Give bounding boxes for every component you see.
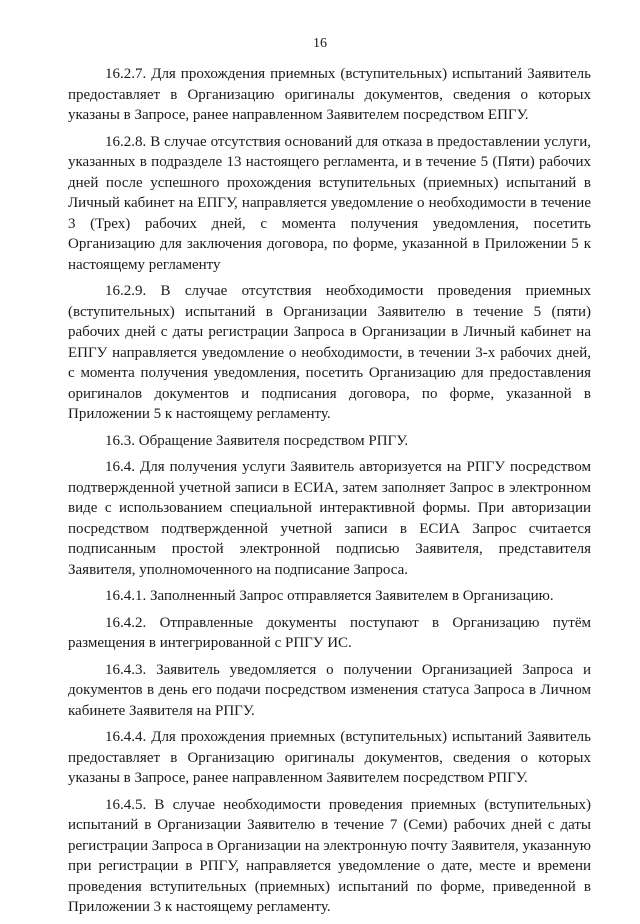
paragraph-16-2-9: 16.2.9. В случае отсутствия необходимости проведения приемных (вступительных) испытаний в Организации Заявителю в течение 5 (пяти) рабочих дней с даты регистрации Запроса в Организации в Личный кабинет на ЕПГУ направляется уведомление о необходимости, в течении 3-х рабочих дней, с момента получения уведомления, посетить Организацию для предоставления оригиналов документов и подписания договора, по форме, указанной в Приложении 5 к настоящему регламенту.: [68, 283, 591, 422]
paragraph-16-4-2: 16.4.2. Отправленные документы поступают в Организацию путём размещения в интегрированной с РПГУ ИС.: [68, 614, 591, 651]
paragraph-16-2-7: 16.2.7. Для прохождения приемных (вступительных) испытаний Заявитель предоставляет в Организацию оригиналы документов, сведения о которых указаны в Запросе, ранее направленном Заявителем посредством ЕПГУ.: [68, 66, 591, 123]
document-body: [68, 64, 591, 924]
paragraph-16-4-4: 16.4.4. Для прохождения приемных (вступительных) испытаний Заявитель предоставляет в Организацию оригиналы документов, сведения о которых указаны в Запросе, ранее направленном Заявителем посредством РПГУ.: [68, 729, 591, 786]
paragraph-16-4-3: 16.4.3. Заявитель уведомляется о получении Организацией Запроса и документов в день его подачи посредством изменения статуса Запроса в Личном кабинете Заявителя на РПГУ.: [68, 661, 591, 719]
page-number: 16: [313, 36, 327, 51]
paragraph-16-4-1: 16.4.1. Заполненный Запрос отправляется Заявителем в Организацию.: [105, 588, 554, 604]
paragraph-16-3: 16.3. Обращение Заявителя посредством РПГУ.: [105, 432, 409, 449]
paragraph-16-2-8: 16.2.8. В случае отсутствия оснований для отказа в предоставлении услуги, указанных в подразделе 13 настоящего регламента, и в течение 5 (Пяти) рабочих дней после успешного прохождения вступительных (приемных) испытаний в Личный кабинет на ЕПГУ, направляется уведомление о необходимости в течение 3 (Трех) рабочих дней, с момента получения уведомления, посетить Организацию для заключения договора, по форме, указанной в Приложении 5 к настоящему регламенту: [68, 133, 591, 273]
paragraph-16-4: 16.4. Для получения услуги Заявитель авторизуется на РПГУ посредством подтвержденной учетной записи в ЕСИА, затем заполняет Запрос в электронном виде с использованием специальной интерактивной формы. При авторизации посредством подтвержденной учетной записи в ЕСИА Запрос считается подписанным простой электронной подписью Заявителя, представителя Заявителя, уполномоченного на подписание Запроса.: [68, 459, 591, 578]
paragraph-16-4-5: 16.4.5. В случае необходимости проведения приемных (вступительных) испытаний в Организации Заявителю в течение 7 (Семи) рабочих дней с даты регистрации Запроса в Организации на электронную почту Заявителя, указанную при регистрации в РПГУ, направляется уведомление о дате, месте и времени проведения вступительных (приемных) испытаний по форме, приведенной в Приложении 3 к настоящему регламенту.: [68, 796, 592, 915]
